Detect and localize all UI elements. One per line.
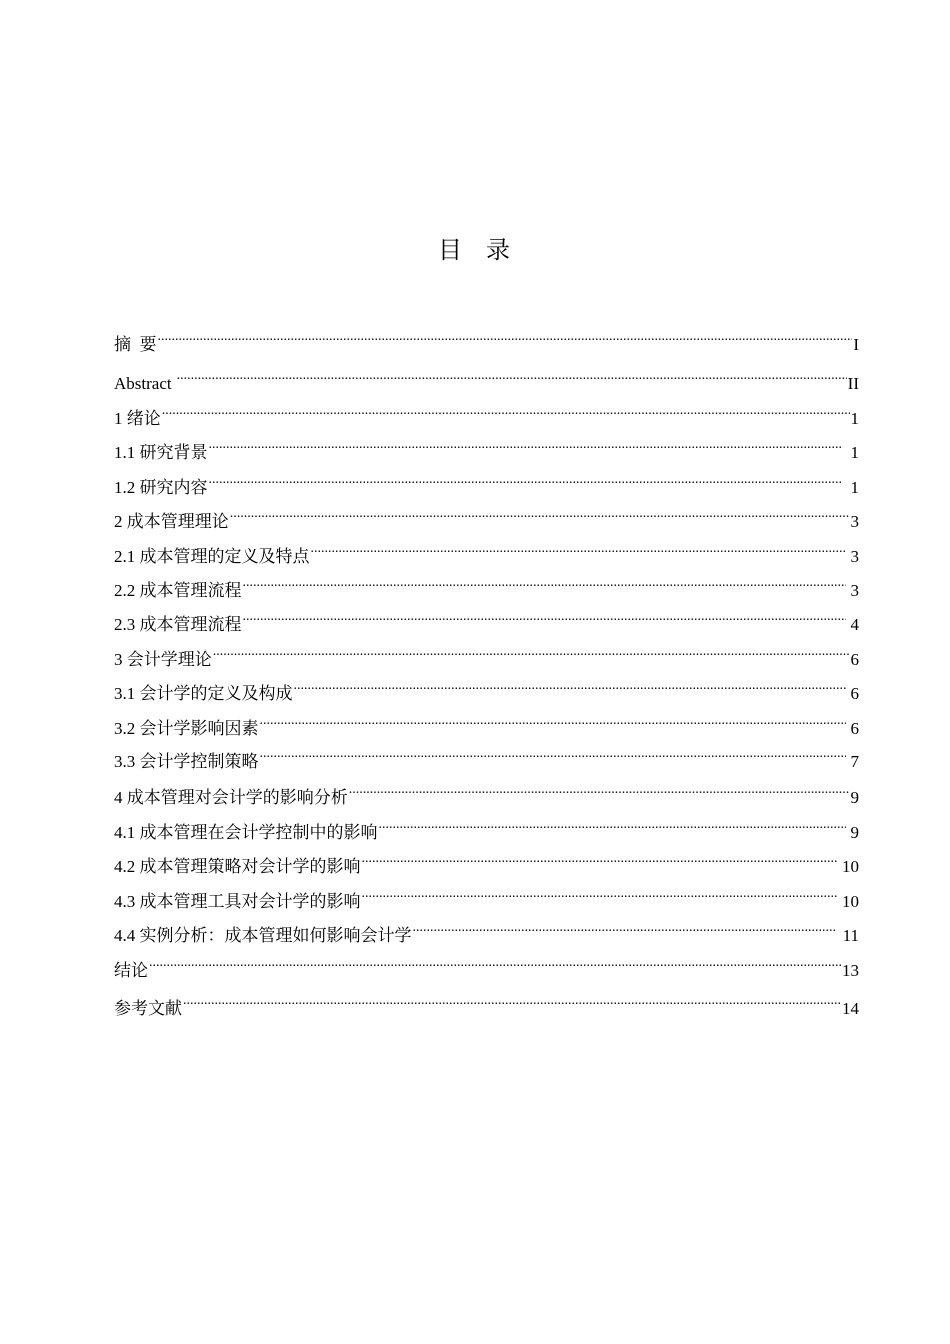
title-char-left: 目	[438, 236, 464, 264]
toc-entry-label: 2.1 成本管理的定义及特点	[114, 547, 310, 566]
toc-entry-label: 摘 要	[114, 335, 157, 354]
toc-entry-page: 7	[850, 752, 859, 771]
toc-leader-dots	[413, 915, 837, 941]
toc-entry-label: 结论	[114, 961, 148, 980]
toc-leader-dots	[349, 777, 850, 803]
toc-entry-4[interactable]	[114, 777, 859, 807]
toc-entry-3-3[interactable]	[114, 741, 859, 771]
toc-entry-label: 3.3 会计学控制策略	[114, 752, 259, 771]
page-title	[0, 234, 950, 266]
toc-leader-dots	[362, 846, 838, 872]
toc-entry-label: Abstract	[114, 374, 172, 393]
toc-leader-dots	[294, 673, 846, 699]
toc-entry-page: 4	[850, 615, 859, 634]
toc-leader-dots	[260, 708, 846, 734]
toc-entry-page: 14	[842, 999, 859, 1018]
toc-entry-page: II	[847, 374, 859, 393]
toc-entry-4-2[interactable]	[114, 846, 859, 876]
toc-entry-page: 6	[850, 684, 859, 703]
toc-entry-label: 4 成本管理对会计学的影响分析	[114, 788, 348, 807]
toc-entry-page: 3	[850, 512, 859, 531]
toc-leader-dots	[209, 467, 843, 493]
toc-entry-1-2[interactable]	[114, 467, 859, 497]
toc-entry-page: 6	[850, 650, 859, 669]
toc-entry-3-2[interactable]	[114, 708, 859, 738]
toc-entry-page: 6	[850, 719, 859, 738]
toc-entry-2[interactable]	[114, 501, 859, 531]
toc-entry-label: 4.3 成本管理工具对会计学的影响	[114, 892, 361, 911]
toc-entry-references[interactable]	[114, 988, 859, 1018]
toc-entry-label: 4.4 实例分析：成本管理如何影响会计学	[114, 926, 412, 945]
toc-entry-page: 9	[850, 823, 859, 842]
toc-entry-label: 3 会计学理论	[114, 650, 212, 669]
toc-entry-label: 3.2 会计学影响因素	[114, 719, 259, 738]
toc-entry-label: 4.1 成本管理在会计学控制中的影响	[114, 823, 378, 842]
toc-leader-dots	[230, 501, 850, 527]
toc-entry-2-1[interactable]	[114, 536, 859, 566]
toc-entry-abstract-en[interactable]	[114, 363, 859, 393]
toc-entry-page: 3	[850, 581, 859, 600]
toc-leader-dots	[162, 398, 850, 424]
toc-entry-page: 13	[842, 961, 859, 980]
toc-leader-dots	[243, 604, 846, 630]
toc-entry-4-3[interactable]	[114, 881, 859, 911]
toc-entry-1-1[interactable]	[114, 432, 859, 462]
toc-entry-page: 1	[850, 478, 859, 497]
toc-entry-conclusion[interactable]	[114, 950, 859, 980]
toc-entry-label: 1.1 研究背景	[114, 443, 208, 462]
toc-entry-page: I	[853, 335, 859, 354]
toc-entry-label: 2.2 成本管理流程	[114, 581, 242, 600]
toc-entry-page: 10	[842, 857, 859, 876]
toc-leader-dots	[243, 570, 846, 596]
toc-entry-3-1[interactable]	[114, 673, 859, 703]
toc-entry-label: 1 绪论	[114, 409, 161, 428]
toc-entry-page: 3	[850, 547, 859, 566]
toc-leader-dots	[158, 324, 853, 350]
toc-entry-label: 参考文献	[114, 999, 182, 1018]
toc-entry-1[interactable]	[114, 398, 859, 428]
toc-leader-dots	[362, 881, 838, 907]
toc-entry-page: 1	[850, 443, 859, 462]
title-char-right: 录	[486, 236, 512, 264]
toc-entry-page: 9	[850, 788, 859, 807]
toc-entry-label: 2 成本管理理论	[114, 512, 229, 531]
toc-entry-label: 3.1 会计学的定义及构成	[114, 684, 293, 703]
toc-leader-dots	[260, 741, 846, 767]
toc-entry-3[interactable]	[114, 639, 859, 669]
toc-entry-2-2[interactable]	[114, 570, 859, 600]
toc-leader-dots	[209, 432, 843, 458]
toc-entry-4-1[interactable]	[114, 812, 859, 842]
toc-entry-page: 1	[850, 409, 859, 428]
toc-leader-dots	[149, 950, 841, 976]
toc-entry-label: 4.2 成本管理策略对会计学的影响	[114, 857, 361, 876]
toc-leader-dots	[183, 988, 841, 1014]
toc-entry-page: 10	[842, 892, 859, 911]
toc-entry-abstract-cn[interactable]	[114, 324, 859, 354]
toc-entry-2-3[interactable]	[114, 604, 859, 634]
toc-entry-label: 1.2 研究内容	[114, 478, 208, 497]
toc-leader-dots	[311, 536, 846, 562]
toc-leader-dots	[379, 812, 846, 838]
toc-leader-dots	[213, 639, 850, 665]
toc-entry-label: 2.3 成本管理流程	[114, 615, 242, 634]
toc-entry-page: 11	[842, 926, 859, 945]
toc-leader-dots	[177, 363, 847, 389]
toc-entry-4-4[interactable]	[114, 915, 859, 945]
